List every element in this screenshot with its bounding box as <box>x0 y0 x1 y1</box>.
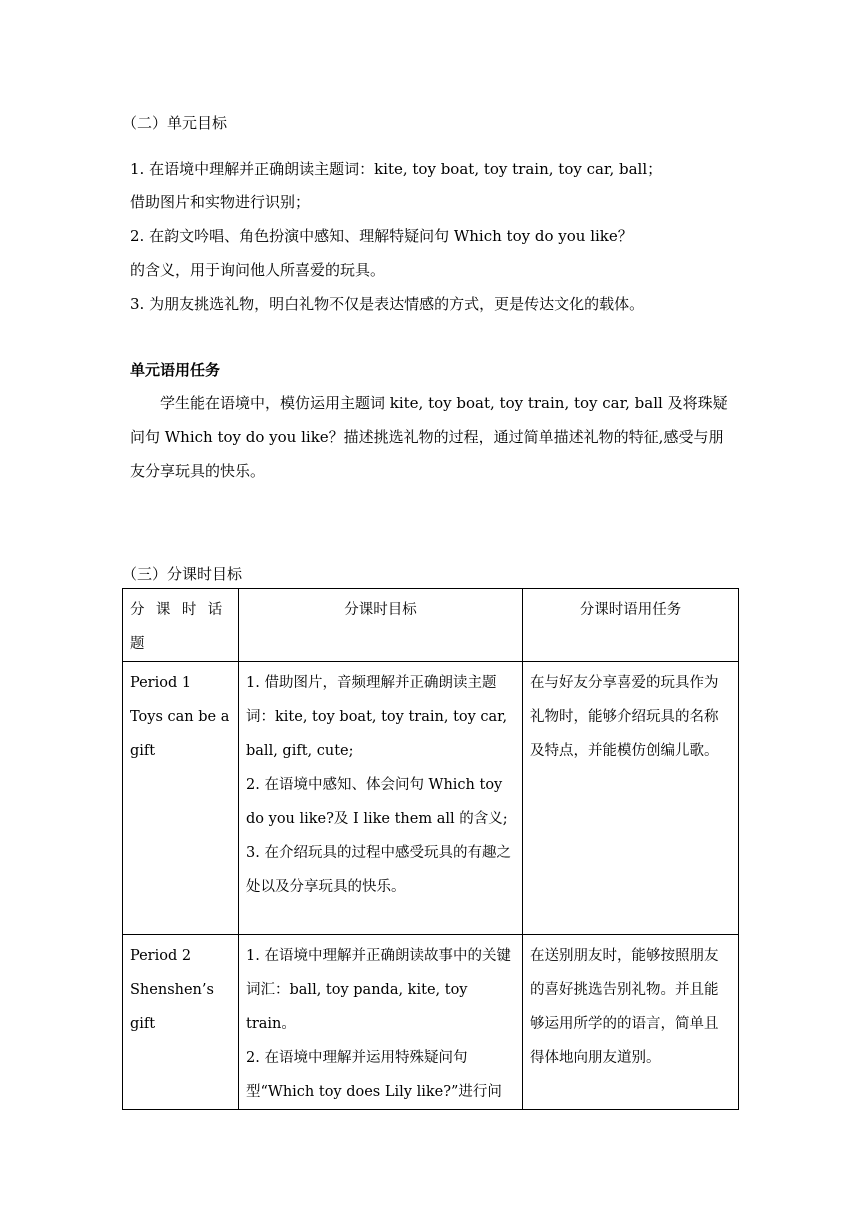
period-label: Period 1 <box>130 675 192 691</box>
row-task: 在与好友分享喜爱的玩具作为礼物时，能够介绍玩具的名称及特点，并能模仿创编儿歌。 <box>523 662 739 935</box>
row-goals <box>239 662 523 935</box>
pragmatic-task-paragraph: 学生能在语境中，模仿运用主题词 kite, toy boat, toy train, toy car, ball 及将珠疑问句 Which toy do you like？描述挑选礼物的过程，通过简单描述礼物的特征,感受与朋友分享玩具的快乐。 <box>130 394 728 480</box>
section-heading-pragmatic-task: 单元语用任务 <box>130 361 221 379</box>
lesson-goals-table <box>122 588 739 1110</box>
row-topic <box>123 662 239 935</box>
section-heading-lesson-goals: （三）分课时目标 <box>122 565 243 583</box>
unit-goal-line-2: 借助图片和实物进行识别； <box>130 193 311 211</box>
goal-item: 3. 在介绍玩具的过程中感受玩具的有趣之处以及分享玩具的快乐。 <box>246 845 511 895</box>
row-topic <box>123 935 239 1110</box>
goal-item: 1. 在语境中理解并正确朗读故事中的关键词汇：ball, toy panda, kite, toy train。 <box>246 948 511 1032</box>
period-title: Toys can be a gift <box>130 709 230 759</box>
unit-goal-line-4: 的含义，用于询问他人所喜爱的玩具。 <box>130 261 386 279</box>
table-row <box>123 935 739 1110</box>
row-goals <box>239 935 523 1110</box>
table-header-row <box>123 589 739 662</box>
table-row <box>123 662 739 935</box>
header-topic: 分课时话题 <box>123 589 239 662</box>
header-goals: 分课时目标 <box>239 589 523 662</box>
goal-item: 1. 借助图片，音频理解并正确朗读主题词：kite, toy boat, toy train, toy car, ball, gift, cute; <box>246 675 508 759</box>
header-task: 分课时语用任务 <box>523 589 739 662</box>
unit-goal-line-5: 3. 为朋友挑选礼物，明白礼物不仅是表达情感的方式，更是传达文化的载体。 <box>130 295 645 313</box>
unit-goal-line-3: 2. 在韵文吟唱、角色扮演中感知、理解特疑问句 Which toy do you like？ <box>130 227 633 245</box>
goal-item: 2. 在语境中感知、体会问句 Which toy do you like?及 I like them all 的含义; <box>246 777 508 827</box>
section-heading-unit-goals: （二）单元目标 <box>122 114 228 132</box>
period-label: Period 2 <box>130 948 192 964</box>
row-task: 在送别朋友时，能够按照朋友的喜好挑选告别礼物。并且能够运用所学的的语言，简单且得体地向朋友道别。 <box>523 935 739 1110</box>
period-title: Shenshen’s gift <box>130 982 214 1032</box>
goal-item: 2. 在语境中理解并运用特殊疑问句型“Which toy does Lily like?”进行问 <box>246 1050 502 1100</box>
unit-goal-line-1: 1. 在语境中理解并正确朗读主题词：kite, toy boat, toy train, toy car, ball； <box>130 160 663 178</box>
